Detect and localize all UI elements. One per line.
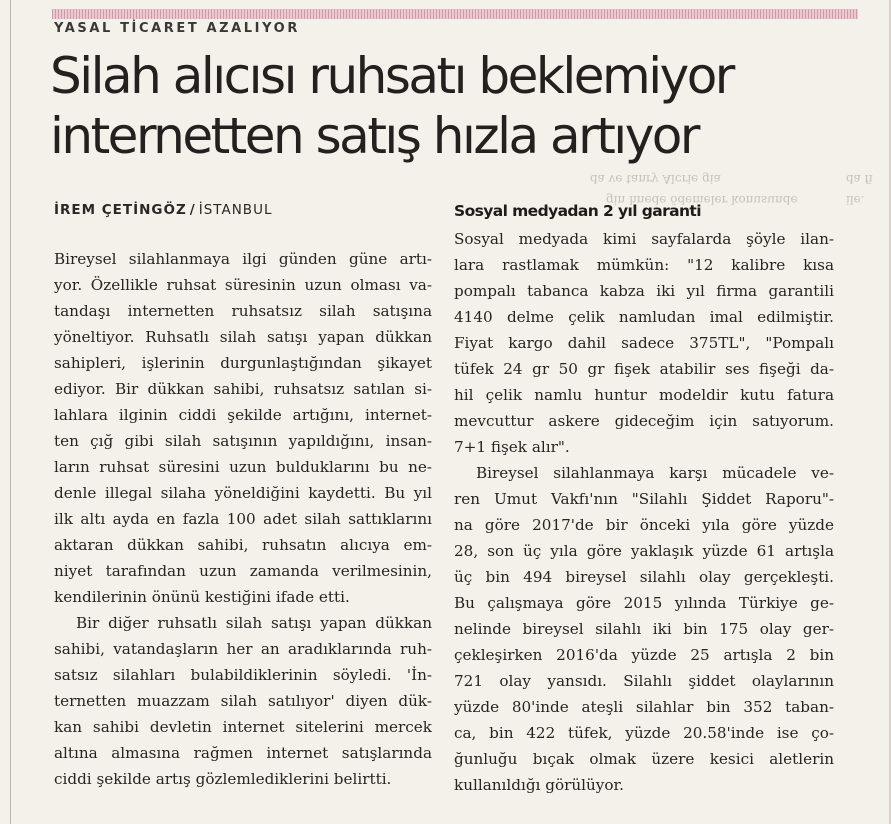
text-line: denle illegal silaha yöneldiğini kaydetti. Bu yıl <box>54 484 432 502</box>
text-line: tüfek 24 gr 50 gr fişek atabilir ses fişeği da- <box>454 360 834 378</box>
text-line: altına almasına rağmen internet satışlarında <box>54 744 432 762</box>
text-line: ların ruhsat süresini uzun bulduklarını bu ne- <box>54 458 432 476</box>
top-color-stripe <box>52 9 858 19</box>
text-line: Bir diğer ruhsatlı silah satışı yapan dükkan <box>76 614 432 632</box>
text-line: ciddi şekilde artış gözlemlediklerini belirtti. <box>54 770 392 788</box>
text-line: pompalı tabanca kabza iki yıl firma garantili <box>454 282 834 300</box>
headline-line-2: internetten satış hızla artıyor <box>50 107 698 165</box>
text-line: ğunluğu bıçak olmak üzere kesici aletlerin <box>454 750 834 768</box>
article-headline <box>50 46 733 166</box>
right-column-subhead: Sosyal medyadan 2 yıl garanti <box>454 202 701 220</box>
text-line: mevcuttur askere gideceğim için satıyorum. <box>454 412 834 430</box>
text-line: Bu çalışmaya göre 2015 yılında Türkiye ge- <box>454 594 834 612</box>
page-left-rule <box>10 0 11 824</box>
bleed-through-text: ile. <box>846 193 865 207</box>
left-paragraph-2 <box>54 610 432 792</box>
text-line: Bireysel silahlanmaya karşı mücadele ve- <box>476 464 834 482</box>
text-line: üç bin 494 bireysel silahlı olay gerçekleşti. <box>454 568 834 586</box>
byline-location: İSTANBUL <box>198 202 273 218</box>
text-line: ternetten muazzam silah satılıyor' diyen dük- <box>54 692 432 710</box>
text-line: na göre 2017'de bir önceki yıla göre yüzde <box>454 516 834 534</box>
text-line: kan sahibi devletin internet sitelerini mercek <box>54 718 432 736</box>
text-line: lahlara ilginin ciddi şekilde artığını, internet- <box>54 406 432 424</box>
text-line: niyet tarafından uzun zamanda verilmesinin, <box>54 562 432 580</box>
text-line: sahibi, vatandaşların her an aradıklarında ruh- <box>54 640 432 658</box>
left-column <box>54 246 432 792</box>
text-line: aktaran dükkan sahibi, ruhsatın alıcıya em- <box>54 536 432 554</box>
bleed-through-text: da fi <box>846 172 873 186</box>
text-line: çekleşirken 2016'da yüzde 25 artışla 2 bin <box>454 646 834 664</box>
text-line: ten çığ gibi silah satışının yapıldığını, insan- <box>54 432 432 450</box>
text-line: ren Umut Vakfı'nın "Silahlı Şiddet Raporu"- <box>454 490 834 508</box>
text-line: Bireysel silahlanmaya ilgi günden güne artı- <box>54 250 432 268</box>
byline-author: İREM ÇETİNGÖZ <box>54 202 187 218</box>
text-line: yöneltiyor. Ruhsatlı silah satışı yapan dükkan <box>54 328 432 346</box>
right-paragraph-1 <box>454 226 834 460</box>
text-line: 7+1 fişek alır". <box>454 438 570 456</box>
section-kicker: YASAL TİCARET AZALIYOR <box>54 21 300 36</box>
text-line: sahipleri, işlerinin durgunlaştığından şikayet <box>54 354 432 372</box>
text-line: lara rastlamak mümkün: "12 kalibre kısa <box>454 256 834 274</box>
text-line: kullanıldığı görülüyor. <box>454 776 624 794</box>
bleed-through-text: da ve tanry Alcrie gia <box>590 172 721 186</box>
right-paragraph-2 <box>454 460 834 798</box>
left-paragraph-1 <box>54 246 432 610</box>
headline-line-1: Silah alıcısı ruhsatı beklemiyor <box>50 47 733 105</box>
text-line: kendilerinin önünü kestiğini ifade etti. <box>54 588 350 606</box>
text-line: yüzde 80'inde ateşli silahlar bin 352 taban- <box>454 698 834 716</box>
text-line: tandaşı internetten ruhsatsız silah satışına <box>54 302 432 320</box>
text-line: ediyor. Bir dükkan sahibi, ruhsatsız satılan si- <box>54 380 432 398</box>
byline <box>54 202 272 218</box>
text-line: ilk altı ayda en fazla 100 adet silah sattıklarını <box>54 510 432 528</box>
bleed-through-text: gin hnede ödemeler konusunde <box>606 193 798 207</box>
text-line: Fiyat kargo dahil sadece 375TL", "Pompalı <box>454 334 834 352</box>
text-line: nelinde bireysel silahlı iki bin 175 olay ger- <box>454 620 834 638</box>
text-line: 4140 delme çelik namludan imal edilmiştir. <box>454 308 834 326</box>
byline-separator: / <box>189 202 196 218</box>
text-line: 721 olay yansıdı. Silahlı şiddet olaylarının <box>454 672 834 690</box>
text-line: ca, bin 422 tüfek, yüzde 20.58'inde ise ço- <box>454 724 834 742</box>
text-line: satsız silahları bulabildiklerinin söyledi. 'İn- <box>54 666 432 684</box>
text-line: Sosyal medyada kimi sayfalarda şöyle ilan- <box>454 230 834 248</box>
text-line: 28, son üç yıla göre yaklaşık yüzde 61 artışla <box>454 542 834 560</box>
text-line: yor. Özellikle ruhsat süresinin uzun olması va- <box>54 276 432 294</box>
right-column <box>454 226 834 798</box>
text-line: hil çelik namlu huntur modeldir kutu fatura <box>454 386 834 404</box>
